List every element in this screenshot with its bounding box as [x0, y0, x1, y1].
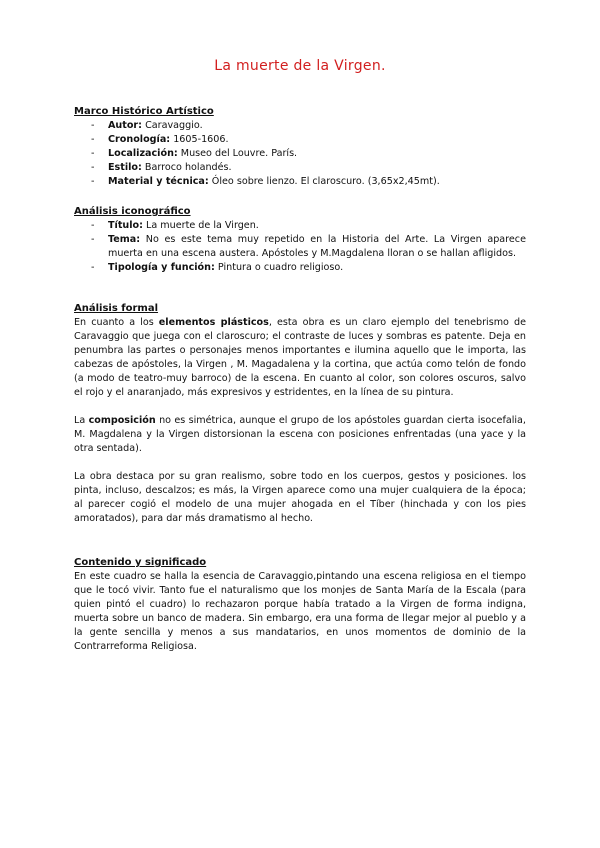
dash-bullet: - — [91, 134, 95, 145]
section-analisis-iconografico — [74, 205, 526, 275]
dash-bullet: - — [91, 162, 95, 173]
list-item — [74, 233, 526, 261]
list-item — [74, 147, 526, 161]
item-label: Autor: — [108, 120, 142, 131]
paragraph — [74, 414, 526, 456]
paragraph-text: no es simétrica, aunque el grupo de los apóstoles guardan cierta isocefalia, M. Magdalena y la Virgen distorsionan la escena con posiciones enfrentadas (una yace y la otra sentada). — [74, 415, 526, 454]
dash-bullet: - — [91, 234, 95, 245]
emphasis-text: elementos plásticos — [158, 317, 269, 328]
item-label: Tipología y función: — [108, 262, 215, 273]
paragraph — [74, 316, 526, 400]
item-label: Título: — [108, 220, 143, 231]
list-item — [74, 119, 526, 133]
list-item — [74, 175, 526, 189]
item-text: Barroco holandés. — [144, 162, 232, 173]
item-label: Material y técnica: — [108, 176, 209, 187]
item-label: Tema: — [108, 234, 141, 245]
dash-bullet: - — [91, 148, 95, 159]
item-text: 1605-1606. — [173, 134, 229, 145]
item-label: Localización: — [108, 148, 178, 159]
paragraph-text: , esta obra es un claro ejemplo del tenebrismo de Caravaggio que juega con el claroscuro; el contraste de luces y sombras es patente. Deja en penumbra las partes o personajes menos importantes e ilumina aquello que le importa, las cabezas de apóstoles, la Virgen , M. Magadalena y la cortina, que actúa como telón de fondo (a modo de teatro-muy barroco) de la escena. En cuanto al color, son colores oscuros, salvo el rojo y el anaranjado, más expresivos y estridentes, en la línea de su pintura. — [74, 317, 526, 398]
bullet-list — [74, 119, 526, 189]
dash-bullet: - — [91, 120, 95, 131]
dash-bullet: - — [91, 176, 95, 187]
paragraph: La obra destaca por su gran realismo, sobre todo en los cuerpos, gestos y posiciones. los pinta, incluso, descalzos; es más, la Virgen aparece como una mujer cualquiera de la época; al parecer cogió el modelo de una mujer ahogada en el Tíber (hinchada y con los pies amoratados), para dar más dramatismo al hecho. — [74, 471, 526, 524]
section-heading: Análisis iconográfico — [74, 206, 191, 217]
list-item — [74, 161, 526, 175]
item-label: Estilo: — [108, 162, 142, 173]
item-label: Cronología: — [108, 134, 171, 145]
section-heading: Contenido y significado — [74, 557, 207, 568]
item-text: Caravaggio. — [145, 120, 203, 131]
section-heading: Marco Histórico Artístico — [74, 106, 214, 117]
bullet-list — [74, 219, 526, 275]
item-text: La muerte de la Virgen. — [146, 220, 259, 231]
section-contenido-significado — [74, 556, 526, 654]
item-text: Pintura o cuadro religioso. — [217, 262, 344, 273]
list-item — [74, 133, 526, 147]
item-text: No es este tema muy repetido en la Historia del Arte. La Virgen aparece muerta en una escena austera. Apóstoles y M.Magdalena lloran o se hallan afligidos. — [108, 234, 526, 259]
paragraph: En este cuadro se halla la esencia de Caravaggio,pintando una escena religiosa en el tiempo que le tocó vivir. Tanto fue el naturalismo que los monjes de Santa María de la Escala (para quien pintó el cuadro) lo rechazaron porque había tratado a la Virgen de forma indigna, muerta sobre un banco de madera. Sin embargo, era una forma de llegar mejor al pueblo y a la gente sencilla y menos a sus mandatarios, en unos momentos de dominio de la Contrarreforma Religiosa. — [74, 571, 526, 652]
paragraph-text: La — [74, 415, 86, 426]
dash-bullet: - — [91, 262, 95, 273]
section-heading: Análisis formal — [74, 303, 159, 314]
list-item — [74, 219, 526, 233]
emphasis-text: composición — [88, 415, 156, 426]
item-text: Óleo sobre lienzo. El claroscuro. (3,65x2,45mt). — [211, 176, 440, 187]
item-text: Museo del Louvre. París. — [180, 148, 298, 159]
page-title: La muerte de la Virgen. — [214, 58, 386, 74]
list-item — [74, 261, 526, 275]
paragraph-text: En cuanto a los — [74, 317, 154, 328]
section-analisis-formal — [74, 302, 526, 526]
dash-bullet: - — [91, 220, 95, 231]
section-marco-historico — [74, 105, 526, 189]
